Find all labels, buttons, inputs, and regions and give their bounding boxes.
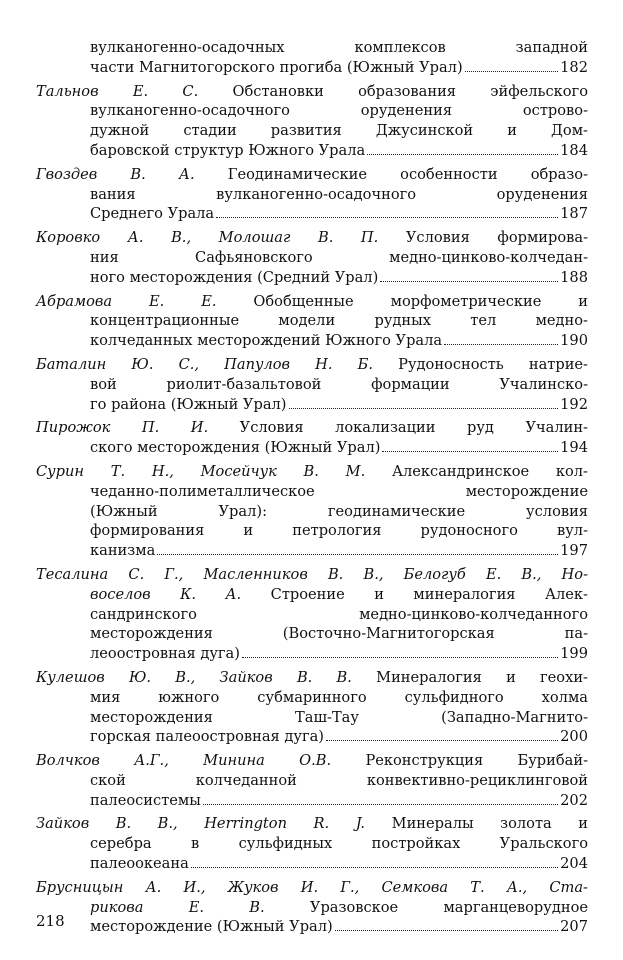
toc-entry-line: формирования и петрология рудоносного вул- <box>90 522 588 540</box>
toc-entry-title-text: колчеданных месторождений Южного Урала <box>90 332 443 350</box>
toc-entry-last-line <box>36 331 588 351</box>
toc-entry <box>36 82 588 161</box>
toc-entry-first-line <box>36 751 588 771</box>
toc-entry-page: 207 <box>560 918 588 936</box>
toc-entry-title-text: Реконструкция Бурибай- <box>331 752 589 770</box>
toc-entry-last-line <box>36 791 588 811</box>
toc-entry-authors: Сурин Т. Н., Мосейчук В. М. <box>36 462 366 480</box>
toc-entry-line: ской колчеданной конвективно-рециклинговой <box>90 771 588 789</box>
toc-entry-title-text: Обобщенные морфометрические и <box>216 292 588 310</box>
toc-entry-title-text: Уразовское марганцеворудное <box>264 898 588 916</box>
toc-entry <box>36 814 588 873</box>
toc-entry-page: 190 <box>560 332 588 350</box>
toc-entry-line: серебра в сульфидных постройках Уральского <box>90 835 588 853</box>
toc-entry-last-line <box>36 395 588 415</box>
toc-entry-line: месторождения (Восточно-Магнитогорская па- <box>90 625 588 643</box>
toc-entry <box>36 165 588 224</box>
toc-entry-first-line <box>36 165 588 185</box>
toc-entry-title-text: Условия формирова- <box>378 229 589 247</box>
toc-entry-title-text: Рудоносность натрие- <box>373 355 588 373</box>
toc-leader-dots <box>216 216 558 218</box>
toc-entry-page: 194 <box>560 439 588 457</box>
toc-entry <box>36 355 588 414</box>
toc-leader-dots <box>367 153 558 155</box>
toc-leader-dots <box>382 450 558 452</box>
toc-entry-authors: Тальнов Е. С. <box>36 82 199 100</box>
toc-entry-last-line <box>36 644 588 664</box>
toc-entry-line <box>36 898 588 918</box>
toc-entry-first-line <box>36 668 588 688</box>
page-number: 218 <box>36 912 65 930</box>
toc-entry-page: 184 <box>560 141 588 159</box>
toc-entry-title-text: леоостровная дуга) <box>90 645 240 663</box>
toc-leader-dots <box>242 656 558 658</box>
toc-entry-first-line <box>36 292 588 312</box>
toc-entry-page: 200 <box>560 728 588 746</box>
toc-entry-line: ния Сафьяновского медно-цинково-колчедан- <box>90 248 588 266</box>
toc-entry-authors: Зайков В. В., Herrington R. J. <box>36 815 366 833</box>
toc-entry-authors: Брусницын А. И., Жуков И. Г., Семкова Т. А., Ста- <box>36 878 588 896</box>
toc-entry-line: мия южного субмаринного сульфидного холма <box>90 688 588 706</box>
toc-entry-line: концентрационные модели рудных тел медно- <box>90 312 588 330</box>
toc-entry-title-text: Обстановки образования эйфельского <box>198 82 588 100</box>
toc-entry-page: 204 <box>560 855 588 873</box>
table-of-contents <box>36 38 588 941</box>
toc-entry <box>36 668 588 747</box>
toc-entry-title-text: баровской структур Южного Урала <box>90 141 366 159</box>
toc-entry-last-line <box>36 438 588 458</box>
toc-entry-title-text: ского месторождения (Южный Урал) <box>90 439 381 457</box>
toc-leader-dots <box>326 739 558 741</box>
toc-entry-title-text: палеосистемы <box>90 791 201 809</box>
toc-entry-title-text: ного месторождения (Средний Урал) <box>90 268 379 286</box>
toc-entry-line: сандринского медно-цинково-колчеданного <box>90 605 588 623</box>
toc-entry-page: 199 <box>560 645 588 663</box>
toc-entry-last-line <box>36 541 588 561</box>
toc-entry-authors: Баталин Ю. С., Папулов Н. Б. <box>36 355 374 373</box>
toc-entry-title-text: Геодинамические особенности образо- <box>194 165 588 183</box>
toc-entry-first-line <box>36 228 588 248</box>
toc-entry-line <box>36 585 588 605</box>
toc-leader-dots <box>444 343 558 345</box>
toc-entry-first-line <box>36 814 588 834</box>
toc-entry-title-text: Минералогия и геохи- <box>351 668 588 686</box>
toc-entry-title-text: Минералы золота и <box>365 815 588 833</box>
toc-entry <box>36 292 588 351</box>
toc-entry-title-text: части Магнитогорского прогиба (Южный Урал) <box>90 58 463 76</box>
toc-entry-last-line <box>36 141 588 161</box>
toc-leader-dots <box>191 866 558 868</box>
toc-entry-title-text: Строение и минералогия Алек- <box>241 585 588 603</box>
toc-entry-title-text: Условия локализации руд Учалин- <box>208 419 588 437</box>
toc-entry-first-line <box>36 462 588 482</box>
toc-entry-first-line <box>36 565 588 585</box>
toc-entry-line: вой риолит-базальтовой формации Учалинско- <box>90 375 588 393</box>
toc-entry-page: 182 <box>560 58 588 76</box>
toc-entry-authors: Кулешов Ю. В., Зайков В. В. <box>36 668 352 686</box>
toc-entry-authors: Коровко А. В., Молошаг В. П. <box>36 229 379 247</box>
toc-entry-first-line <box>36 82 588 102</box>
toc-entry <box>36 228 588 287</box>
toc-entry-authors: рикова Е. В. <box>90 898 265 916</box>
toc-entry-last-line <box>36 917 588 937</box>
toc-entry-page: 197 <box>560 542 588 560</box>
toc-entry-line: вания вулканогенно-осадочного оруденения <box>90 185 588 203</box>
toc-entry-title-text: го района (Южный Урал) <box>90 395 287 413</box>
toc-leader-dots <box>203 803 558 805</box>
toc-entry <box>36 751 588 810</box>
toc-entry-title-text: Среднего Урала <box>90 205 215 223</box>
toc-entry-title-text: горская палеоостровная дуга) <box>90 728 324 746</box>
toc-entry-line: (Южный Урал): геодинамические условия <box>90 502 588 520</box>
toc-entry <box>36 565 588 664</box>
toc-entry-last-line <box>36 854 588 874</box>
toc-leader-dots <box>335 929 558 931</box>
toc-entry <box>36 418 588 458</box>
toc-entry-authors: Волчков А.Г., Минина О.В. <box>36 752 332 770</box>
toc-entry-title-text: палеоокеана <box>90 855 189 873</box>
toc-entry-first-line <box>36 418 588 438</box>
toc-entry-authors: Гвоздев В. А. <box>36 165 195 183</box>
toc-entry-last-line <box>36 58 588 78</box>
toc-entry-title-text: Александринское кол- <box>365 462 588 480</box>
toc-entry-line: чеданно-полиметаллическое месторождение <box>90 482 588 500</box>
toc-leader-dots <box>157 553 558 555</box>
toc-entry-line: месторождения Таш-Тау (Западно-Магнито- <box>90 708 588 726</box>
toc-entry-authors: Пирожок П. И. <box>36 419 209 437</box>
toc-entry-last-line <box>36 268 588 288</box>
toc-entry-title-text: месторождение (Южный Урал) <box>90 918 333 936</box>
toc-entry-line: вулканогенно-осадочного оруденения острово- <box>90 102 588 120</box>
toc-leader-dots <box>465 70 559 72</box>
toc-entry-authors: Абрамова Е. Е. <box>36 292 217 310</box>
toc-entry-page: 192 <box>560 395 588 413</box>
toc-entry <box>36 38 588 78</box>
toc-entry-last-line <box>36 204 588 224</box>
toc-entry-authors: воселов К. А. <box>90 585 242 603</box>
toc-leader-dots <box>289 407 559 409</box>
toc-entry-line: вулканогенно-осадочных комплексов западной <box>90 39 588 56</box>
toc-leader-dots <box>380 280 558 282</box>
toc-entry-page: 187 <box>560 205 588 223</box>
toc-entry-page: 202 <box>560 791 588 809</box>
toc-entry-line: дужной стадии развития Джусинской и Дом- <box>90 122 588 140</box>
toc-entry-first-line <box>36 878 588 898</box>
toc-entry <box>36 878 588 937</box>
toc-entry-first-line <box>36 355 588 375</box>
toc-entry-title-text: канизма <box>90 542 156 560</box>
toc-entry-authors: Тесалина С. Г., Масленников В. В., Белогуб Е. В., Но- <box>36 565 588 583</box>
toc-entry-page: 188 <box>560 268 588 286</box>
toc-entry <box>36 462 588 561</box>
toc-entry-last-line <box>36 727 588 747</box>
